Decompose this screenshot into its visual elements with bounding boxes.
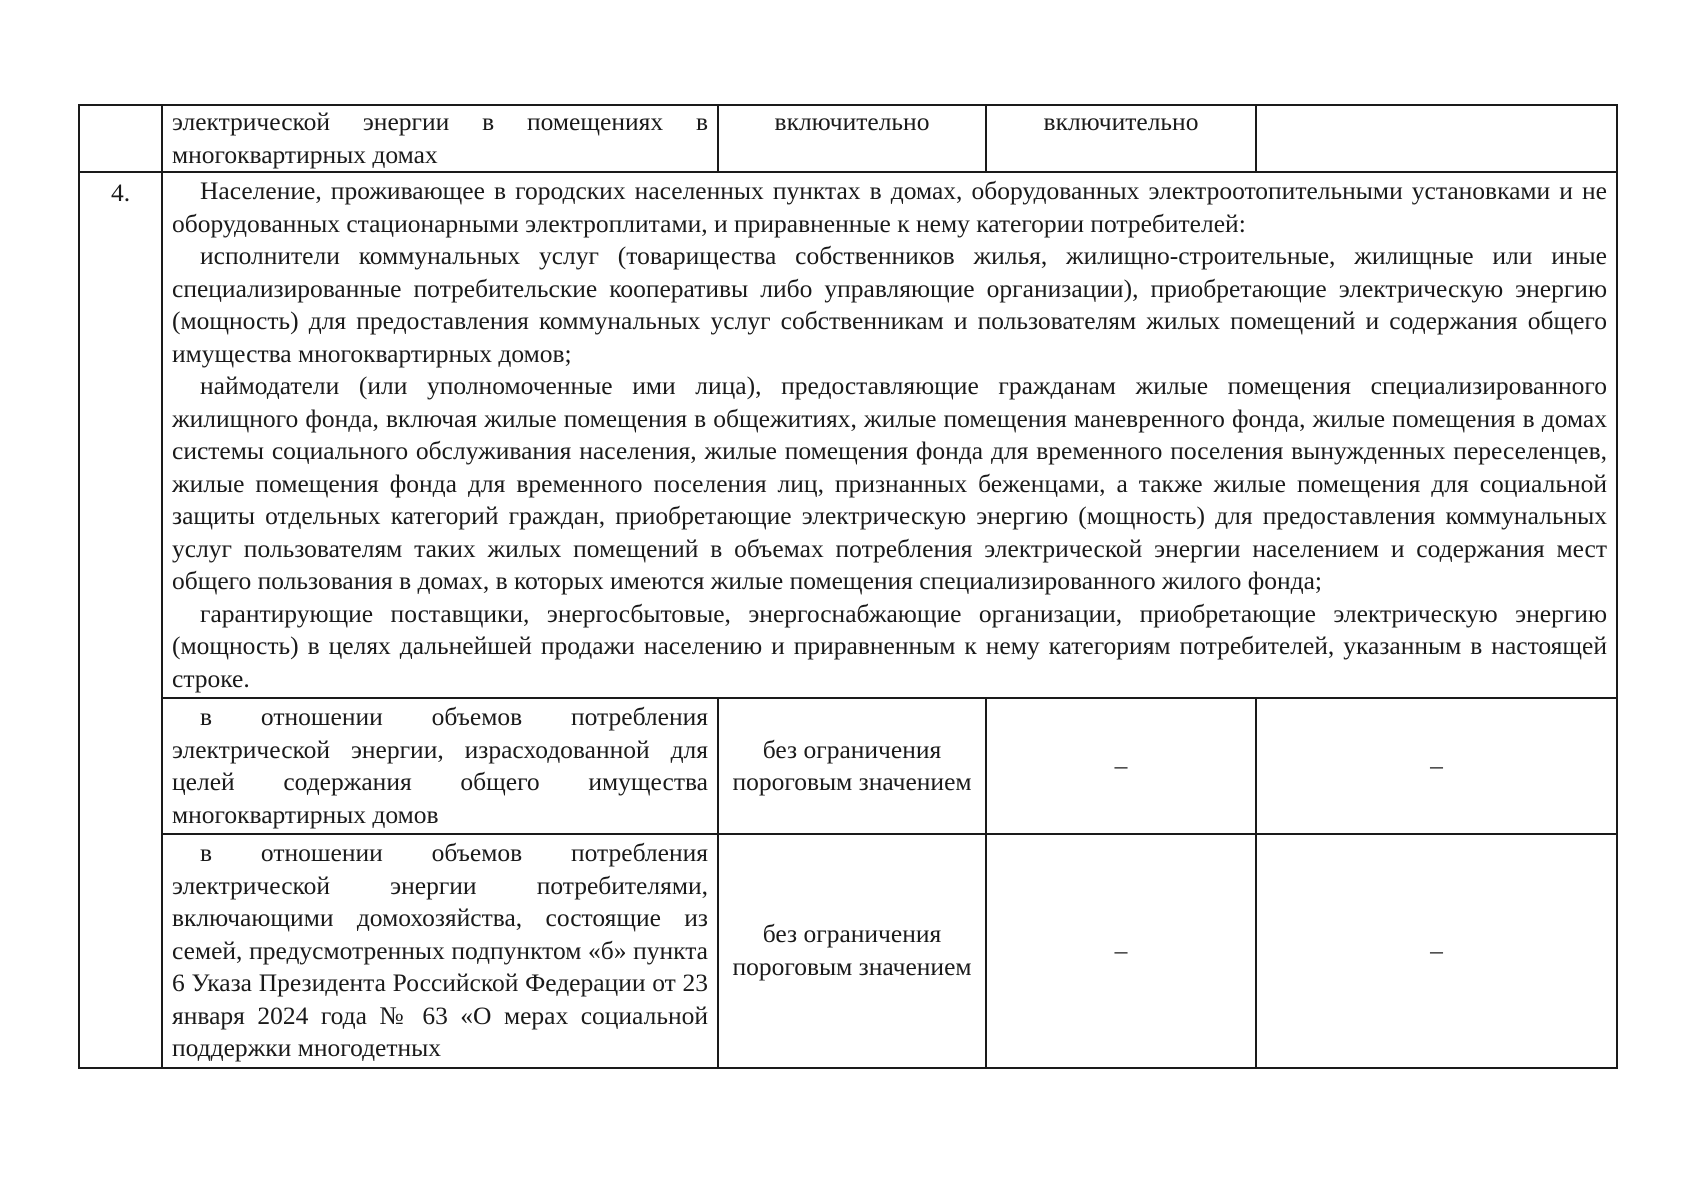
threshold-cell: без ограничения пороговым значением: [718, 834, 986, 1068]
row-number-cell: [79, 105, 162, 172]
paragraph: гарантирующие поставщики, энергосбытовые, энергоснабжающие организации, приобретающие электрическую энергию (мощность) в целях дальнейшей продажи населению и приравненным к нему категориям потребителей, указанным в настоящей строке.: [172, 598, 1607, 693]
dash-cell: –: [1256, 834, 1617, 1068]
row-number: 4.: [79, 172, 162, 1068]
subrow-description: в отношении объемов потребления электрической энергии потребителями, включающими домохозяйства, состоящие из семей, предусмотренных подпунктом «б» пункта 6 Указа Президента Российской Федерации от 23 января 2024 года № 63 «О мерах социальной поддержки многодетных: [162, 834, 718, 1068]
paragraph: Население, проживающее в городских населенных пунктах в домах, оборудованных электроотопительными установками и не оборудованных стационарными электроплитами, и приравненные к нему категории потребителей:: [172, 176, 1607, 238]
row-description: электрической энергии в помещениях в многоквартирных домах: [162, 105, 718, 172]
table-row-continued: [79, 105, 1617, 172]
tariff-table: [78, 104, 1618, 1069]
threshold-cell: без ограничения пороговым значением: [718, 698, 986, 834]
dash-cell: –: [986, 698, 1256, 834]
range-cell: включительно: [986, 105, 1256, 172]
paragraph: наймодатели (или уполномоченные ими лица), предоставляющие гражданам жилые помещения специализированного жилищного фонда, включая жилые помещения в общежитиях, жилые помещения маневренного фонда, жилые помещения в домах системы социального обслуживания населения, жилые помещения фонда для временного поселения вынужденных переселенцев, жилые помещения фонда для временного поселения лиц, признанных беженцами, а также жилые помещения для социальной защиты отдельных категорий граждан, приобретающие электрическую энергию (мощность) для предоставления коммунальных услуг пользователям таких жилых помещений в объемах потребления электрической энергии населением и содержания мест общего пользования в домах, в которых имеются жилые помещения специализированного жилого фонда;: [172, 371, 1607, 595]
empty-cell: [1256, 105, 1617, 172]
dash-cell: –: [1256, 698, 1617, 834]
row-4-text: [162, 172, 1617, 698]
table-subrow: [79, 834, 1617, 1068]
dash-cell: –: [986, 834, 1256, 1068]
table-row-4: [79, 172, 1617, 698]
subrow-description: в отношении объемов потребления электрической энергии, израсходованной для целей содержания общего имущества многоквартирных домов: [162, 698, 718, 834]
table-subrow: [79, 698, 1617, 834]
paragraph: исполнители коммунальных услуг (товарищества собственников жилья, жилищно-строительные, жилищные или иные специализированные потребительские кооперативы либо управляющие организации), приобретающие электрическую энергию (мощность) для предоставления коммунальных услуг собственникам и пользователям жилых помещений и содержания общего имущества многоквартирных домов;: [172, 241, 1607, 368]
range-cell: включительно: [718, 105, 986, 172]
